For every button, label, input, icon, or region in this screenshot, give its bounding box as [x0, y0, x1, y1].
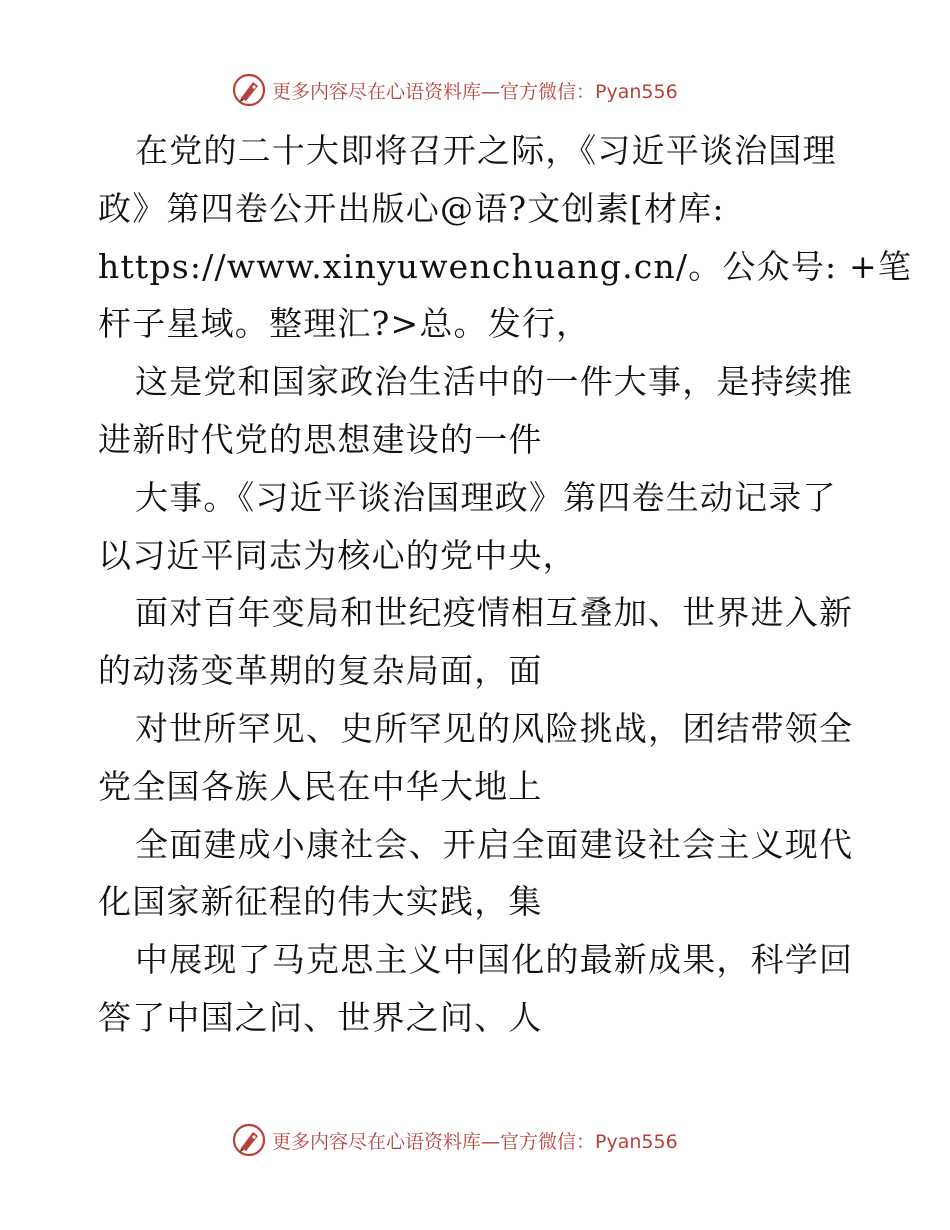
- banner-text: [272, 1127, 678, 1154]
- text-line: 化国家新征程的伟大实践，集: [98, 882, 543, 922]
- text-line: 大事。《习近平谈治国理政》第四卷生动记录了: [135, 477, 837, 517]
- text-line: 杆子星域。整理汇?>总。发行，: [98, 304, 591, 344]
- text-line: 进新时代党的思想建设的一件: [98, 419, 543, 459]
- text-line: 面对百年变局和世纪疫情相互叠加、世界进入新: [135, 593, 854, 633]
- text-line: 这是党和国家政治生活中的一件大事，是持续推: [135, 362, 854, 402]
- text-line: https://www.xinyuwenchuang.cn/。公众号: +笔: [98, 246, 913, 286]
- text-line: 全面建成小康社会、开启全面建设社会主义现代: [135, 824, 854, 864]
- footer-banner: [232, 1122, 752, 1158]
- banner-main: 更多内容尽在心语资料库: [272, 1130, 482, 1153]
- banner-wechat: 官方微信：Pyan556: [500, 80, 678, 103]
- document-body: [98, 122, 913, 1047]
- text-line: 答了中国之问、世界之问、人: [98, 997, 543, 1037]
- text-line: 党全国各族人民在中华大地上: [98, 766, 543, 806]
- header-banner: [232, 72, 752, 108]
- pen-logo-icon: [232, 1123, 266, 1157]
- text-line: 政》第四卷公开出版心@语?文创素[材库:: [98, 188, 725, 228]
- text-line: 中展现了马克思主义中国化的最新成果，科学回: [135, 940, 854, 980]
- banner-separator: —: [481, 80, 501, 103]
- banner-text: [272, 77, 678, 104]
- text-line: 对世所罕见、史所罕见的风险挑战，团结带领全: [135, 708, 854, 748]
- banner-main: 更多内容尽在心语资料库: [272, 80, 482, 103]
- pen-logo-icon: [232, 73, 266, 107]
- banner-separator: —: [481, 1130, 501, 1153]
- text-line: 在党的二十大即将召开之际，《习近平谈治国理: [135, 131, 837, 170]
- text-line: 的动荡变革期的复杂局面，面: [98, 651, 543, 691]
- text-line: 以习近平同志为核心的党中央，: [98, 535, 577, 575]
- banner-wechat: 官方微信：Pyan556: [500, 1130, 678, 1153]
